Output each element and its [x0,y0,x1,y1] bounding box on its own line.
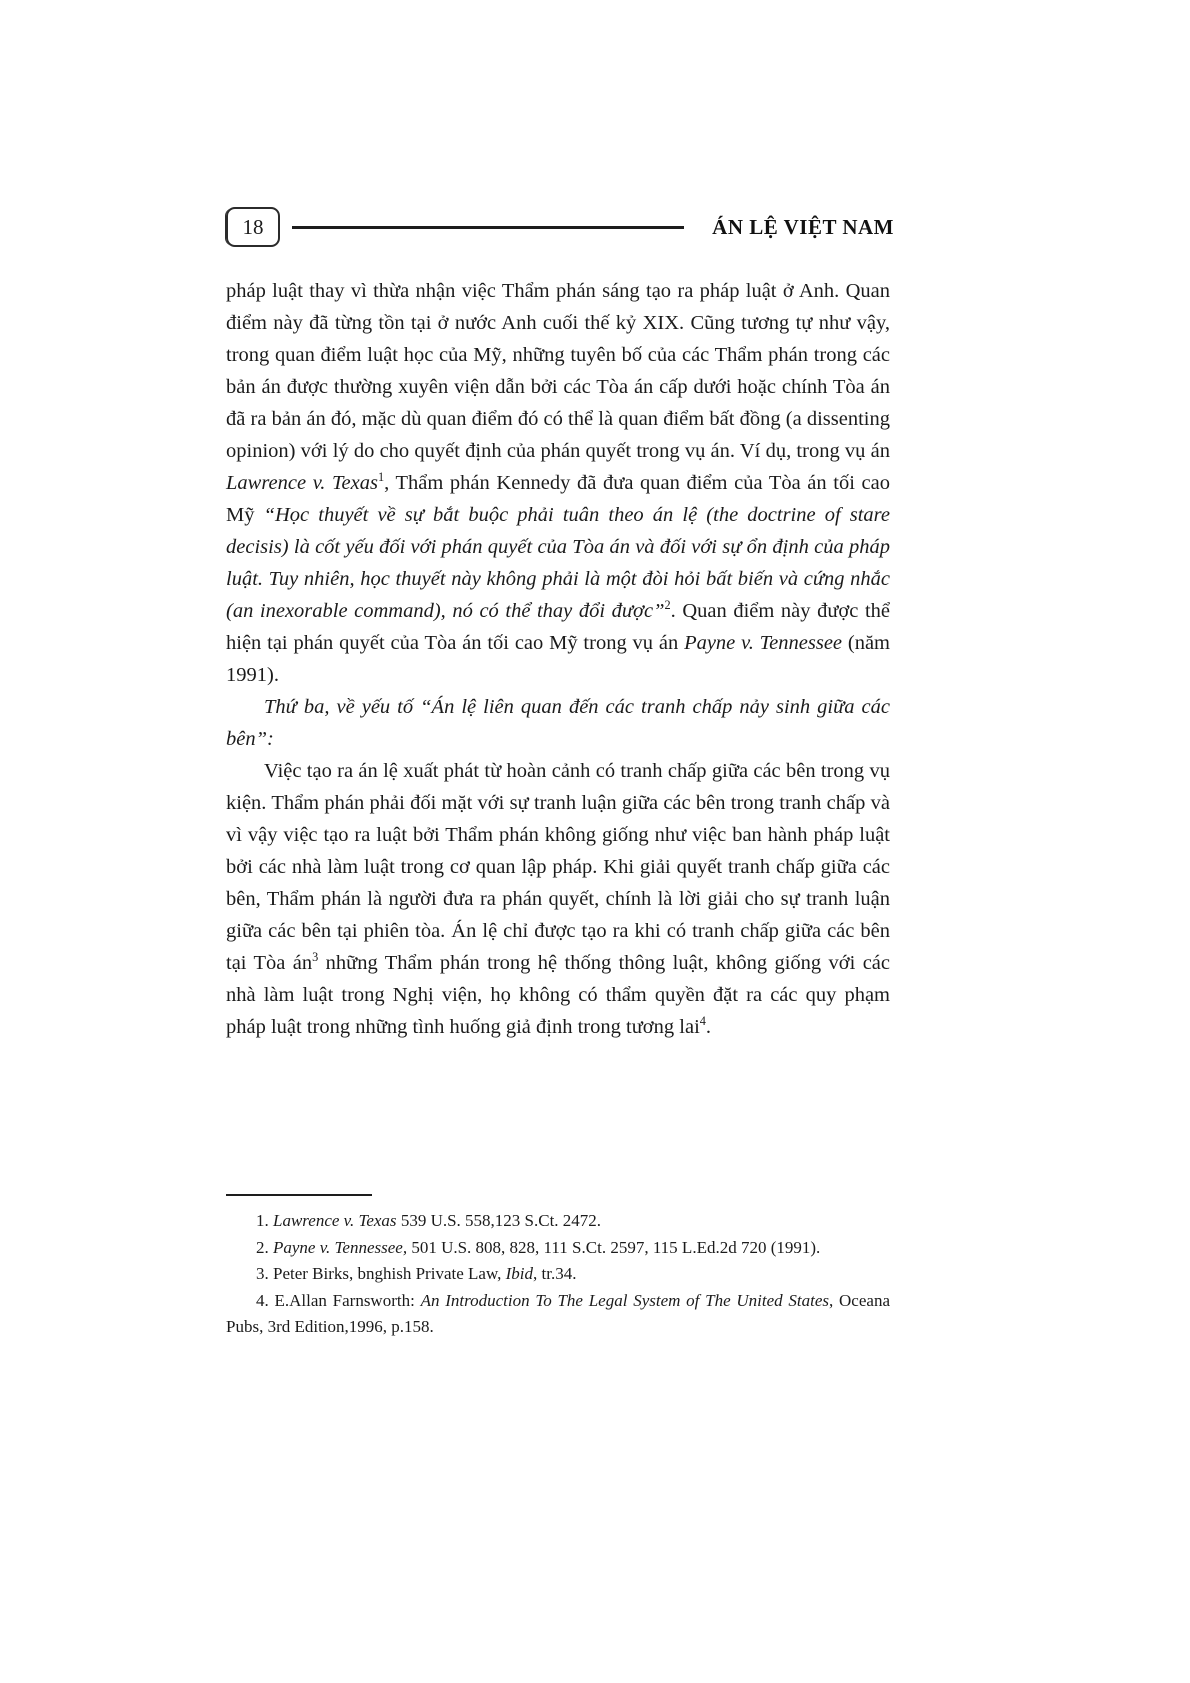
footnote-reference-mark: 2 [664,598,671,613]
italic-text-run: Payne v. Tennessee, [273,1237,408,1257]
text-run: 1. [256,1211,273,1230]
italic-text-run: Ibid [505,1264,534,1283]
text-run: 501 U.S. 808, 828, 111 S.Ct. 2597, 115 L.Ed.2d 720 (1991). [407,1237,821,1257]
text-run: 3. Peter Birks, bnghish Private Law, [256,1264,506,1283]
text-run: những Thẩm phán trong hệ thống thông luật, không giống với các nhà làm luật trong Nghị viện, họ không có thẩm quyền đặt ra các quy phạm pháp luật trong những tình huống giả định trong tương lai [226,952,891,1038]
footnote-2 [226,1235,890,1262]
body-text [226,275,890,1043]
text-run: pháp luật thay vì thừa nhận việc Thẩm phán sáng tạo ra pháp luật ở Anh. Quan điểm này đã từng tồn tại ở nước Anh cuối thế kỷ XIX. Cũng tương tự như vậy, trong quan điểm luật học của Mỹ, những tuyên bố của các Thẩm phán trong các bản án được thường xuyên viện dẫn bởi các Tòa án cấp dưới hoặc chính Tòa án đã ra bản án đó, mặc dù quan điểm đó có thể là quan điểm bất đồng (a dissenting opinion) với lý do cho quyết định của phán quyết trong vụ án. Ví dụ, trong vụ án [226,280,890,462]
italic-text-run: An Introduction To The Legal System of The United States [420,1290,830,1310]
footnote-reference-mark: 4 [699,1014,706,1029]
italic-text-run: Lawrence v. Texas [226,472,378,494]
page-header [226,204,894,250]
text-run: , Oceana Pubs, 3rd Edition,1996, p.158. [226,1290,890,1336]
page-number-box [226,207,280,247]
italic-text-run: Thứ ba, về yếu tố “Án lệ liên quan đến các tranh chấp nảy sinh giữa các bên”: [226,696,890,750]
text-run: 539 U.S. 558,123 S.Ct. 2472. [396,1211,602,1230]
header-rule [292,226,684,229]
text-run: Việc tạo ra án lệ xuất phát từ hoàn cảnh có tranh chấp giữa các bên trong vụ kiện. Thẩm phán phải đối mặt với sự tranh luận giữa các bên trong tranh chấp và vì vậy việc tạo ra luật bởi Thẩm phán không giống như việc ban hành pháp luật bởi các nhà làm luật trong cơ quan lập pháp. Khi giải quyết tranh chấp giữa các bên, Thẩm phán là người đưa ra phán quyết, chính là lời giải cho sự tranh luận giữa các bên tại phiên tòa. Án lệ chỉ được tạo ra khi có tranh chấp giữa các bên tại Tòa án [226,760,890,974]
italic-text-run: Lawrence v. Texas [273,1211,397,1230]
footnote-reference-mark: 1 [377,470,385,485]
footnote-1 [226,1208,890,1235]
text-run: . Quan điểm này được thể hiện tại phán quyết của Tòa án tối cao Mỹ trong vụ án [226,600,890,654]
footnote-separator [226,1194,372,1196]
paragraph-continuation [226,275,890,691]
page-number: 18 [242,214,264,239]
footnote-reference-mark: 3 [312,950,319,965]
footnote-4 [226,1288,890,1341]
text-run: (năm 1991). [226,632,890,686]
footnote-3 [226,1261,890,1288]
paragraph-thu-ba [226,691,890,755]
paragraph-viec-tao-ra [226,755,890,1043]
text-run: , Thẩm phán Kennedy đã đưa quan điểm của Tòa án tối cao Mỹ [226,472,890,526]
italic-text-run: Payne v. Tennessee [684,632,843,654]
text-run: . [705,1016,712,1038]
text-run: 2. [256,1237,273,1257]
running-head-title: ÁN LỆ VIỆT NAM [712,214,894,239]
italic-text-run: “Học thuyết về sự bắt buộc phải tuân theo án lệ (the doctrine of stare decisis) là cốt yếu đối với phán quyết của Tòa án và đối với sự ổn định của pháp luật. Tuy nhiên, học thuyết này không phải là một đòi hỏi bất biến và cứng nhắc (an inexorable command), nó có thể thay đổi được” [226,504,890,622]
text-run: , tr.34. [533,1264,577,1283]
footnotes-section [226,1194,890,1341]
text-run: 4. E.Allan Farnsworth: [256,1290,421,1310]
